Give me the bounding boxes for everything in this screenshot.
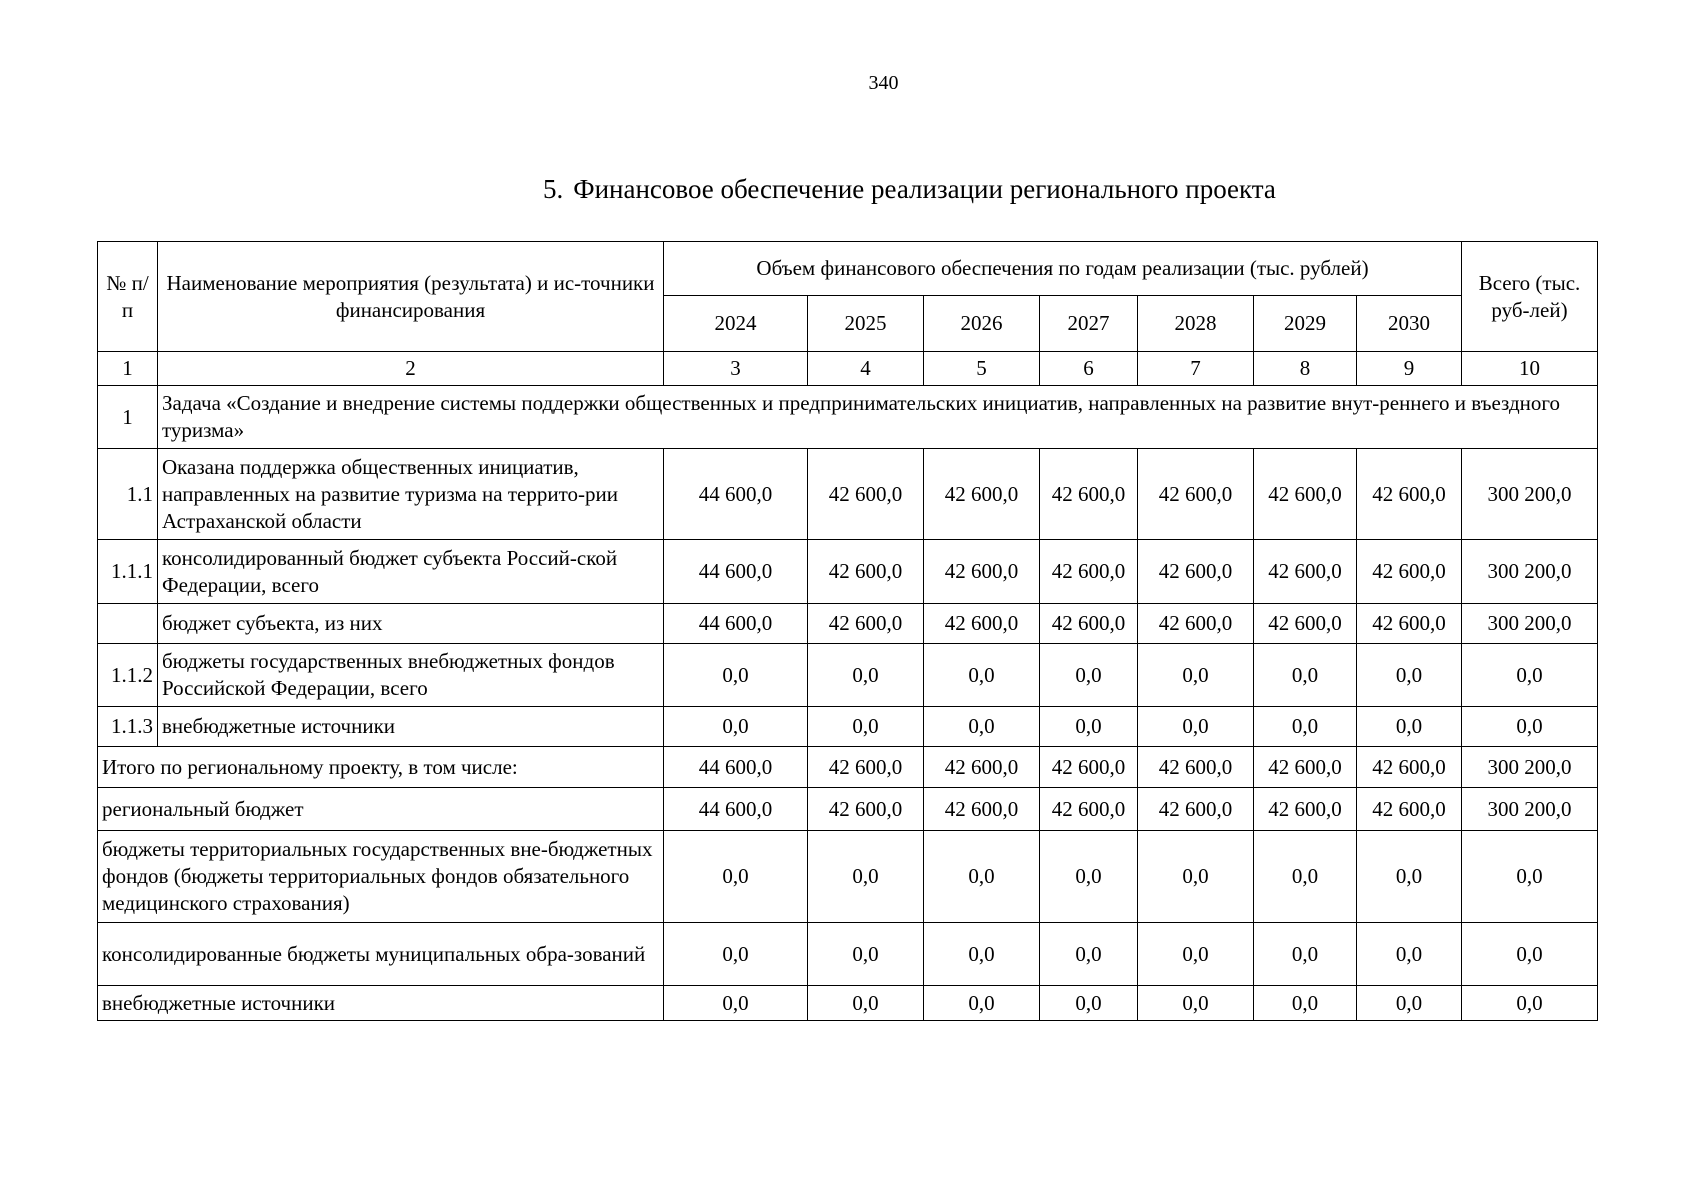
table-row <box>98 540 1598 604</box>
column-number: 5 <box>924 352 1040 386</box>
row-value: 0,0 <box>1040 707 1138 747</box>
summary-value: 0,0 <box>1040 986 1138 1021</box>
row-value: 0,0 <box>1357 644 1462 707</box>
row-value: 0,0 <box>808 707 924 747</box>
summary-value: 0,0 <box>664 986 808 1021</box>
row-total: 300 200,0 <box>1462 449 1598 540</box>
summary-value: 0,0 <box>1040 831 1138 923</box>
column-number: 7 <box>1138 352 1254 386</box>
summary-total: 0,0 <box>1462 986 1598 1021</box>
row-number: 1.1.2 <box>98 644 158 707</box>
summary-value: 0,0 <box>1357 831 1462 923</box>
summary-row <box>98 747 1598 788</box>
header-year: 2029 <box>1254 296 1357 352</box>
row-value: 0,0 <box>1138 707 1254 747</box>
summary-value: 44 600,0 <box>664 788 808 831</box>
summary-value: 42 600,0 <box>1138 747 1254 788</box>
summary-value: 0,0 <box>1357 986 1462 1021</box>
summary-value: 0,0 <box>1357 923 1462 986</box>
row-name: бюджет субъекта, из них <box>158 604 664 644</box>
table-row <box>98 449 1598 540</box>
row-name: бюджеты государственных внебюджетных фондов Российской Федерации, всего <box>158 644 664 707</box>
column-number: 2 <box>158 352 664 386</box>
row-number: 1.1.1 <box>98 540 158 604</box>
row-value: 42 600,0 <box>808 604 924 644</box>
table-row <box>98 604 1598 644</box>
task-number: 1 <box>98 386 158 449</box>
row-number <box>98 604 158 644</box>
header-year: 2030 <box>1357 296 1462 352</box>
row-value: 42 600,0 <box>1357 449 1462 540</box>
row-number: 1.1 <box>98 449 158 540</box>
summary-value: 42 600,0 <box>1040 747 1138 788</box>
summary-value: 42 600,0 <box>1040 788 1138 831</box>
header-year: 2026 <box>924 296 1040 352</box>
summary-name: внебюджетные источники <box>98 986 664 1021</box>
column-number: 4 <box>808 352 924 386</box>
row-value: 0,0 <box>924 707 1040 747</box>
header-total: Всего (тыс. руб-лей) <box>1462 242 1598 352</box>
row-value: 44 600,0 <box>664 540 808 604</box>
summary-name: консолидированные бюджеты муниципальных обра-зований <box>98 923 664 986</box>
row-value: 0,0 <box>1138 644 1254 707</box>
column-number: 6 <box>1040 352 1138 386</box>
financing-table <box>97 241 1598 1021</box>
summary-name: Итого по региональному проекту, в том числе: <box>98 747 664 788</box>
row-name: Оказана поддержка общественных инициатив, направленных на развитие туризма на террито-рии Астраханской области <box>158 449 664 540</box>
header-year: 2027 <box>1040 296 1138 352</box>
row-value: 42 600,0 <box>1254 604 1357 644</box>
row-value: 42 600,0 <box>808 449 924 540</box>
row-value: 42 600,0 <box>924 449 1040 540</box>
summary-total: 300 200,0 <box>1462 747 1598 788</box>
summary-name: бюджеты территориальных государственных вне-бюджетных фондов (бюджеты территориальных фондов обязательного медицинского страхования) <box>98 831 664 923</box>
row-total: 300 200,0 <box>1462 604 1598 644</box>
summary-value: 42 600,0 <box>1357 788 1462 831</box>
row-value: 0,0 <box>1040 644 1138 707</box>
column-number: 3 <box>664 352 808 386</box>
row-value: 44 600,0 <box>664 449 808 540</box>
summary-name: региональный бюджет <box>98 788 664 831</box>
summary-total: 300 200,0 <box>1462 788 1598 831</box>
row-value: 42 600,0 <box>1254 449 1357 540</box>
summary-row <box>98 788 1598 831</box>
summary-value: 0,0 <box>924 986 1040 1021</box>
column-number: 8 <box>1254 352 1357 386</box>
summary-value: 42 600,0 <box>924 747 1040 788</box>
section-number: 5. <box>543 174 564 204</box>
summary-value: 42 600,0 <box>1138 788 1254 831</box>
header-num: № п/п <box>98 242 158 352</box>
summary-value: 0,0 <box>924 923 1040 986</box>
row-value: 42 600,0 <box>1357 604 1462 644</box>
header-year: 2024 <box>664 296 808 352</box>
page-number: 340 <box>868 72 899 94</box>
header-name: Наименование мероприятия (результата) и ис-точники финансирования <box>158 242 664 352</box>
summary-value: 42 600,0 <box>808 747 924 788</box>
summary-value: 0,0 <box>1138 831 1254 923</box>
row-value: 42 600,0 <box>1254 540 1357 604</box>
summary-value: 0,0 <box>1254 923 1357 986</box>
row-value: 42 600,0 <box>1040 449 1138 540</box>
section-title: Финансовое обеспечение реализации регионального проекта <box>573 174 1276 204</box>
column-number: 9 <box>1357 352 1462 386</box>
summary-row <box>98 923 1598 986</box>
column-number: 1 <box>98 352 158 386</box>
summary-value: 0,0 <box>808 923 924 986</box>
summary-row <box>98 831 1598 923</box>
summary-value: 0,0 <box>1254 986 1357 1021</box>
table-row <box>98 644 1598 707</box>
row-value: 0,0 <box>1357 707 1462 747</box>
row-value: 0,0 <box>1254 644 1357 707</box>
row-value: 42 600,0 <box>1138 604 1254 644</box>
header-year: 2025 <box>808 296 924 352</box>
row-value: 0,0 <box>1254 707 1357 747</box>
summary-value: 42 600,0 <box>924 788 1040 831</box>
summary-value: 0,0 <box>664 923 808 986</box>
row-value: 42 600,0 <box>1138 449 1254 540</box>
column-number: 10 <box>1462 352 1598 386</box>
summary-value: 0,0 <box>808 986 924 1021</box>
row-value: 42 600,0 <box>1138 540 1254 604</box>
header-year: 2028 <box>1138 296 1254 352</box>
row-number: 1.1.3 <box>98 707 158 747</box>
row-value: 42 600,0 <box>924 604 1040 644</box>
summary-value: 42 600,0 <box>808 788 924 831</box>
row-name: консолидированный бюджет субъекта Россий-ской Федерации, всего <box>158 540 664 604</box>
summary-value: 0,0 <box>664 831 808 923</box>
row-value: 0,0 <box>664 644 808 707</box>
row-value: 42 600,0 <box>1357 540 1462 604</box>
row-name: внебюджетные источники <box>158 707 664 747</box>
summary-total: 0,0 <box>1462 831 1598 923</box>
summary-value: 44 600,0 <box>664 747 808 788</box>
row-value: 0,0 <box>664 707 808 747</box>
summary-value: 0,0 <box>1138 923 1254 986</box>
section-heading <box>543 174 1276 205</box>
row-total: 0,0 <box>1462 707 1598 747</box>
summary-value: 0,0 <box>1138 986 1254 1021</box>
row-value: 42 600,0 <box>924 540 1040 604</box>
summary-total: 0,0 <box>1462 923 1598 986</box>
row-total: 300 200,0 <box>1462 540 1598 604</box>
header-volume: Объем финансового обеспечения по годам реализации (тыс. рублей) <box>664 242 1462 296</box>
row-value: 44 600,0 <box>664 604 808 644</box>
row-value: 42 600,0 <box>808 540 924 604</box>
summary-value: 0,0 <box>808 831 924 923</box>
summary-value: 0,0 <box>1040 923 1138 986</box>
row-value: 0,0 <box>808 644 924 707</box>
summary-value: 42 600,0 <box>1254 747 1357 788</box>
task-text: Задача «Создание и внедрение системы поддержки общественных и предпринимательских инициатив, направленных на развитие внут-реннего и въездного туризма» <box>158 386 1598 449</box>
summary-value: 42 600,0 <box>1254 788 1357 831</box>
row-total: 0,0 <box>1462 644 1598 707</box>
row-value: 0,0 <box>924 644 1040 707</box>
summary-value: 0,0 <box>1254 831 1357 923</box>
summary-value: 42 600,0 <box>1357 747 1462 788</box>
table-row <box>98 707 1598 747</box>
row-value: 42 600,0 <box>1040 604 1138 644</box>
row-value: 42 600,0 <box>1040 540 1138 604</box>
summary-row <box>98 986 1598 1021</box>
summary-value: 0,0 <box>924 831 1040 923</box>
